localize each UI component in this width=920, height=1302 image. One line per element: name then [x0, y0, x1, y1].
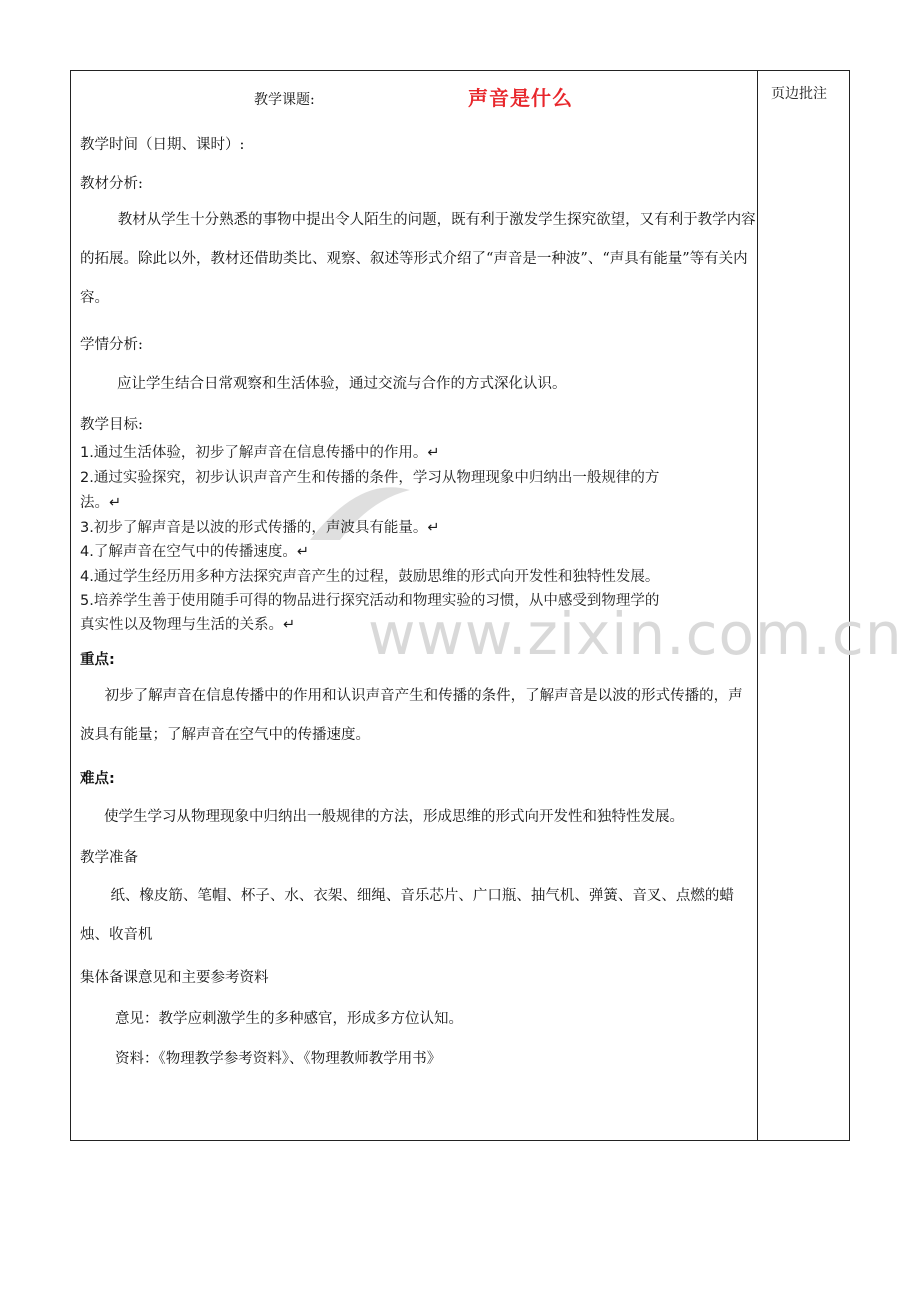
objective-line: 真实性以及物理与生活的关系。↵	[80, 617, 296, 633]
objective-line: 2.通过实验探究，初步认识声音产生和传播的条件，学习从物理现象中归纳出一般规律的方	[80, 470, 660, 486]
preparation-text: 纸、橡皮筋、笔帽、杯子、水、衣架、细绳、音乐芯片、广口瓶、抽气机、弹簧、音叉、点燃的蜡烛、收音机	[80, 888, 734, 943]
difficulties-label: 难点:	[80, 771, 115, 787]
key-points-label: 重点:	[80, 652, 115, 668]
key-points-text: 初步了解声音在信息传播中的作用和认识声音产生和传播的条件，了解声音是以波的形式传播的，声波具有能量；了解声音在空气中的传播速度。	[80, 688, 743, 743]
watermark-logo-icon	[300, 470, 420, 560]
analysis-label: 教材分析:	[80, 176, 143, 192]
collective-label: 集体备课意见和主要参考资料	[80, 970, 269, 986]
materials-text: 资料：《物理教学参考资料》、《物理教师教学用书》	[115, 1051, 442, 1067]
watermark-text: www.zixin.com.cn	[368, 600, 903, 668]
objective-line: 4.通过学生经历用多种方法探究声音产生的过程，鼓励思维的形式向开发性和独特性发展。	[80, 569, 660, 585]
lesson-title: 声音是什么	[468, 86, 573, 110]
objective-line: 法。↵	[80, 495, 122, 511]
students-text: 应让学生结合日常观察和生活体验，通过交流与合作的方式深化认识。	[117, 376, 567, 392]
topic-label: 教学课题:	[254, 92, 315, 108]
margin-notes-label: 页边批注	[771, 86, 827, 102]
objectives-label: 教学目标:	[80, 417, 143, 433]
objective-line: 5.培养学生善于使用随手可得的物品进行探究活动和物理实验的习惯，从中感受到物理学的	[80, 593, 660, 609]
analysis-text: 教材从学生十分熟悉的事物中提出令人陌生的问题，既有利于激发学生探究欲望，又有利于教学内容的拓展。除此以外，教材还借助类比、观察、叙述等形式介绍了“声音是一种波”、“声具有能量”等有关内容。	[80, 212, 756, 306]
objective-line: 1.通过生活体验，初步了解声音在信息传播中的作用。↵	[80, 445, 440, 461]
teaching-time: 教学时间（日期、课时）:	[80, 137, 245, 153]
students-label: 学情分析:	[80, 337, 143, 353]
objective-line: 4.了解声音在空气中的传播速度。↵	[80, 544, 309, 560]
objective-line: 3.初步了解声音是以波的形式传播的，声波具有能量。↵	[80, 520, 440, 536]
preparation-label: 教学准备	[80, 850, 138, 866]
opinion-text: 意见：教学应刺激学生的多种感官，形成多方位认知。	[115, 1011, 463, 1027]
difficulties-text: 使学生学习从物理现象中归纳出一般规律的方法，形成思维的形式向开发性和独特性发展。	[104, 809, 684, 825]
